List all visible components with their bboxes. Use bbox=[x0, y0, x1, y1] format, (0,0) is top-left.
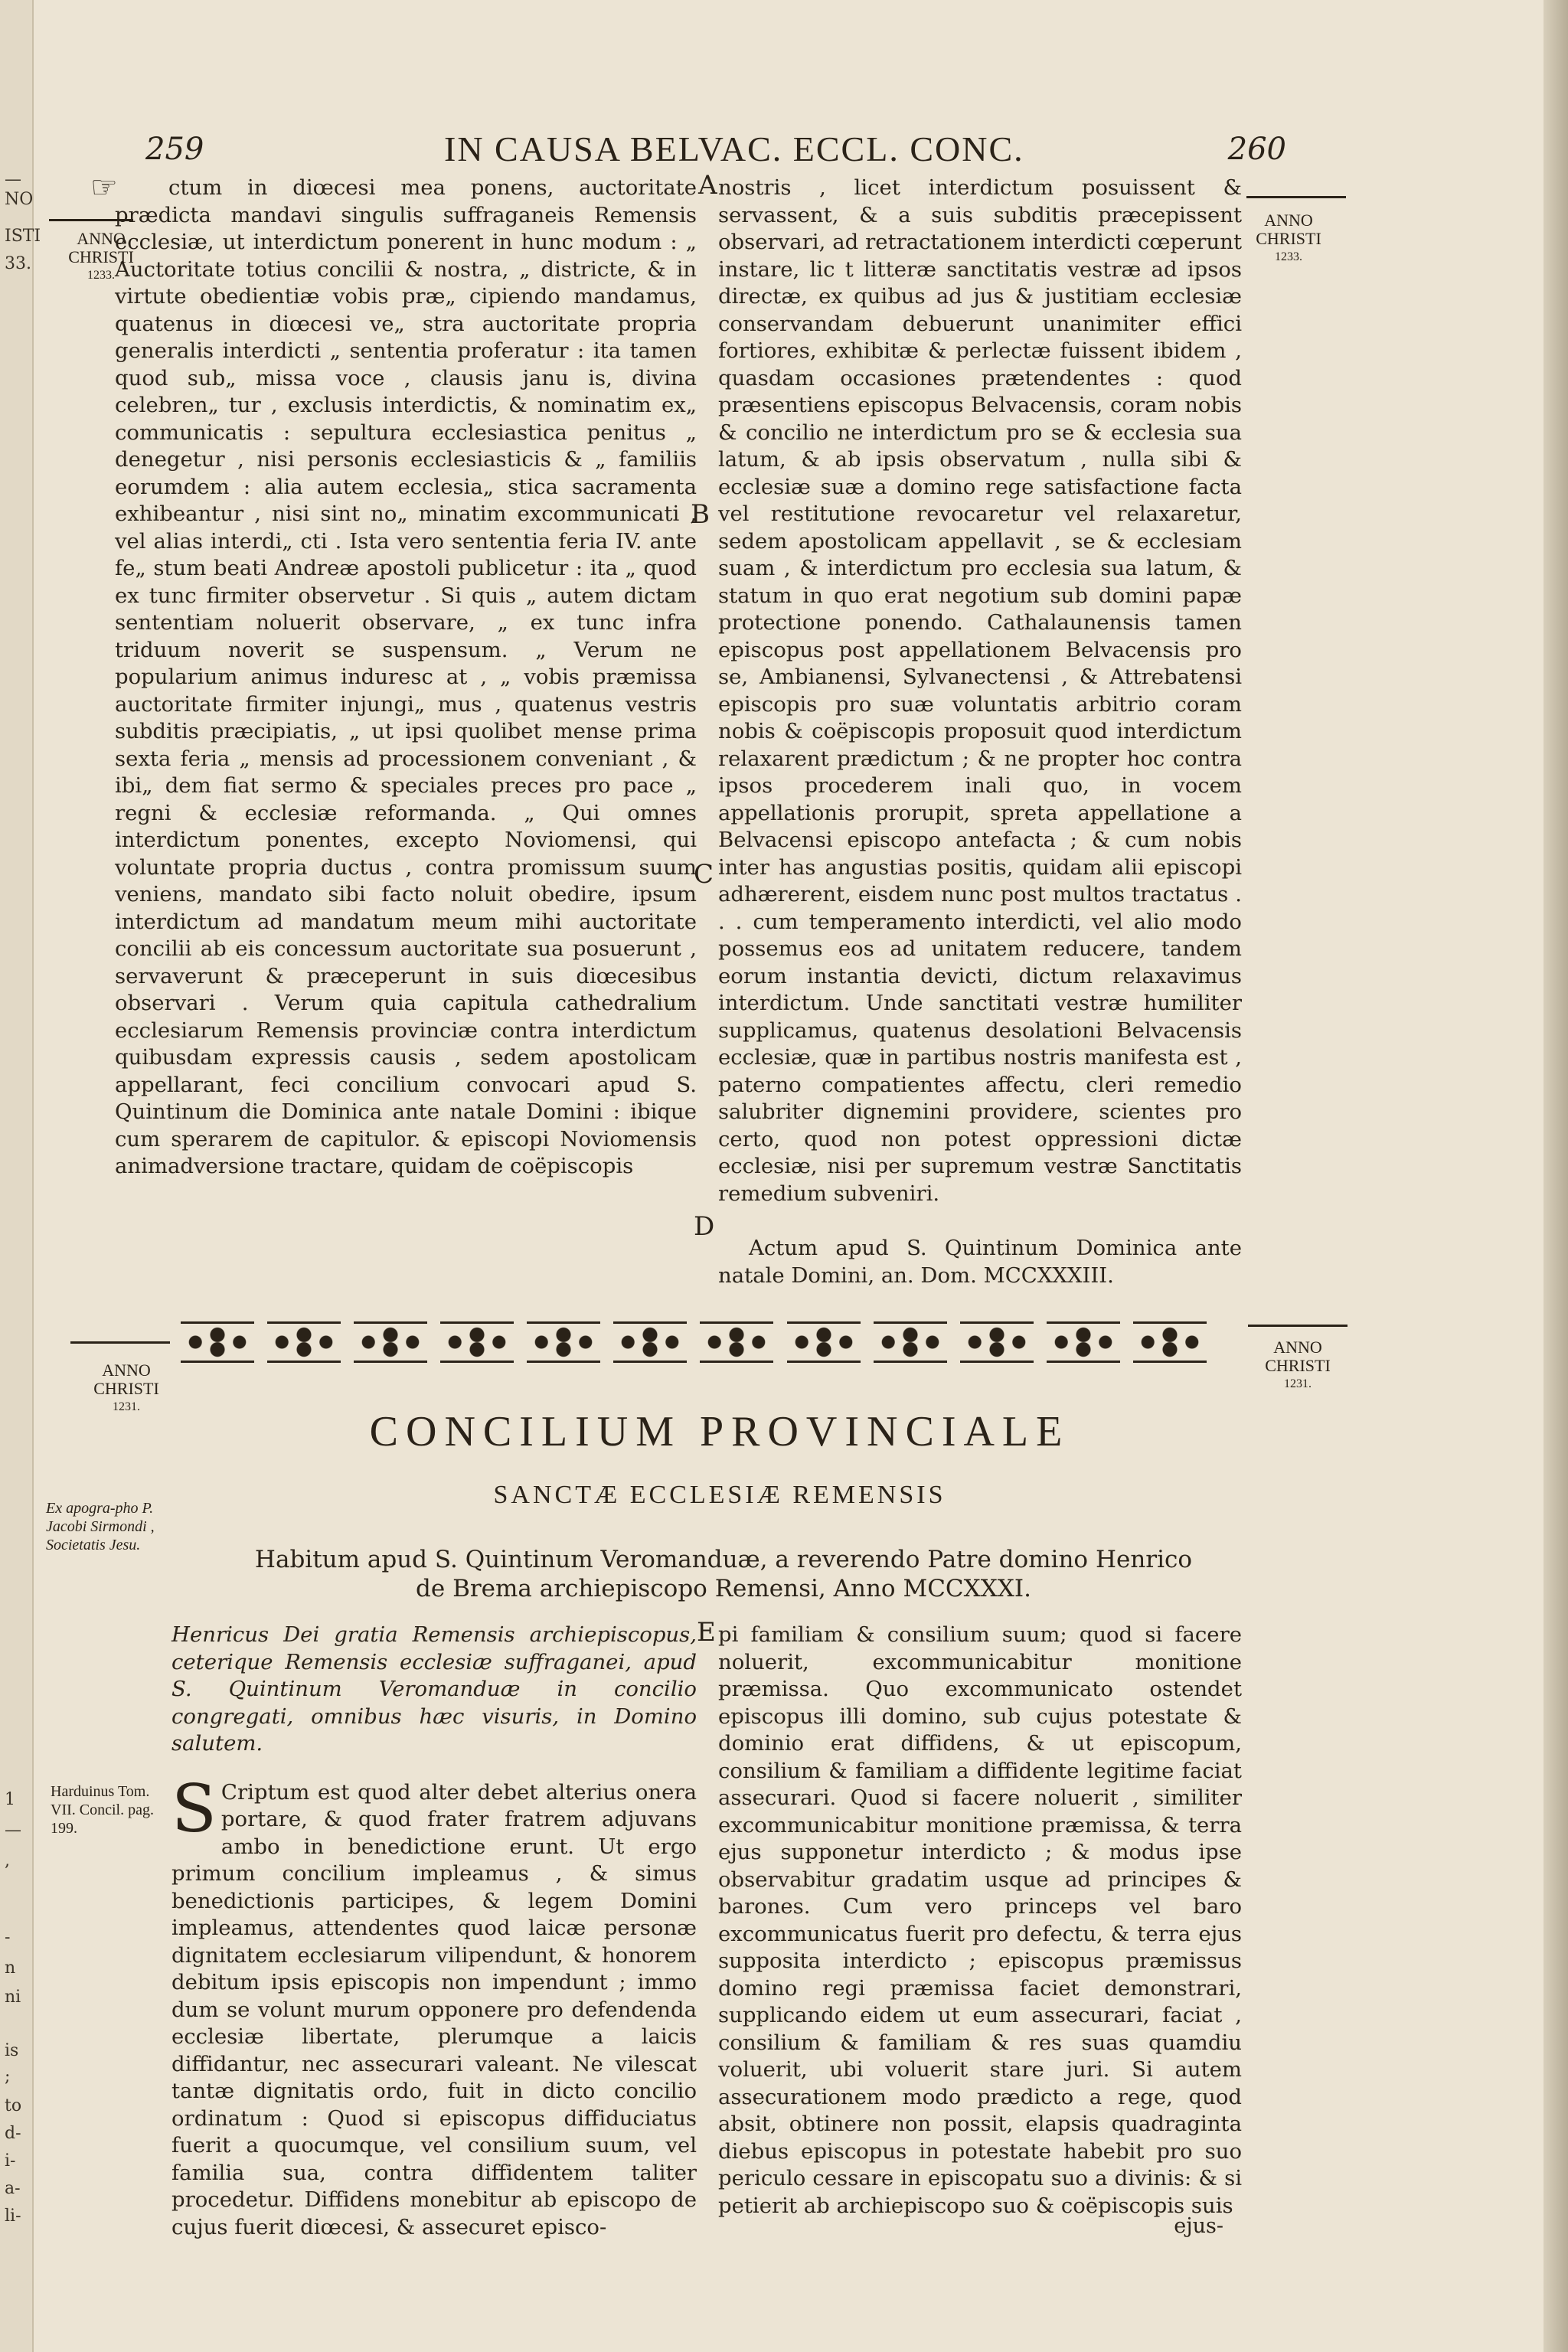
fleuron-ornament-icon bbox=[354, 1321, 427, 1363]
drop-cap: S bbox=[172, 1770, 217, 1847]
prev-fragment: 33. bbox=[5, 254, 31, 273]
year-label: 1231. bbox=[113, 1400, 140, 1413]
prev-fragment: — bbox=[5, 1821, 21, 1840]
anno-note-left-lower bbox=[77, 1361, 176, 1416]
concilium-title: CONCILIUM PROVINCIALE bbox=[369, 1408, 1070, 1455]
previous-page-edge bbox=[0, 0, 41, 2352]
prev-fragment: n bbox=[5, 1958, 16, 1978]
habitum-line: Habitum apud S. Quintinum Veromanduæ, a reverendo Patre domino Henrico de Brema archiepiscopo Remensi, Anno MCCXXXI. bbox=[254, 1546, 1193, 1602]
fleuron-ornament-icon bbox=[1047, 1321, 1120, 1363]
fleuron-ornament-icon bbox=[787, 1321, 861, 1363]
anno-label: ANNO bbox=[102, 1361, 151, 1380]
catchword: ejus- bbox=[1174, 2214, 1223, 2238]
fleuron-ornament-row bbox=[181, 1315, 1207, 1369]
fleuron-ornament-icon bbox=[613, 1321, 687, 1363]
fleuron-ornament-icon bbox=[960, 1321, 1034, 1363]
fleuron-ornament-icon bbox=[267, 1321, 341, 1363]
intro-italic: Henricus Dei gratia Remensis archiepiscopus, ceterique Remensis ecclesiæ suffraganei, apud S. Quintinum Veromanduæ in concilio congregati, omnibus hæc visuris, in Domino salutem. bbox=[172, 1622, 697, 1756]
prev-fragment: d- bbox=[5, 2124, 21, 2143]
christi-label: CHRISTI bbox=[1256, 229, 1321, 248]
lower-left-body bbox=[172, 1770, 697, 2242]
section-marker-c: C bbox=[694, 859, 714, 890]
year-label: 1233. bbox=[1275, 250, 1302, 263]
prev-fragment: ISTI bbox=[5, 227, 41, 246]
lower-right-text: pi familiam & consilium suum; quod si facere noluerit, excommunicabitur monitione præmissa. Quo excommunicato ostendet episcopus illi domino, sub cujus potestate & dominio erat diffidens, & ut episcopum, consilium & familiam a diffidente legitime faciat assecurari. Quod si facere noluerit , similiter excommunicabitur monitione præmissa, & terra ejus supponetur interdicto ; & modus ipse observabitur gradatim usque ad principes & barones. Cum vero princeps vel baro excommunicatus fuerit pro defectu, & terra ejus supposita interdicto ; episcopus præmissus domino regi præmissa faciet demonstrari, supplicando eidem ut eum assecurari, faciat , consilium & familiam & res suas quamdiu voluerit, ubi voluerit stare juri. Si autem assecurationem modo prædicto a rege, quod absit, obtinere non possit, elapsis quadraginta diebus episcopus in potestate habebit pro suo periculo cessare in episcopatu suo a divinis: & si petierit ab archiepiscopo suo & coëpiscopis suis bbox=[718, 1622, 1242, 2218]
christi-label: CHRISTI bbox=[93, 1379, 159, 1398]
running-title: IN CAUSA BELVAC. ECCL. CONC. bbox=[444, 129, 1024, 168]
fleuron-ornament-icon bbox=[527, 1321, 600, 1363]
prev-fragment: is bbox=[5, 2041, 19, 2060]
upper-left-text: ctum in diœcesi mea ponens, auctoritate prædicta mandavi singulis suffraganeis Remensis ecclesiæ, ut interdictum ponerent in hunc modum : „ Auctoritate totius concilii & nostra, „ districte, & in virtute obedientiæ vobis præ„ cipiendo mandamus, quatenus in diœcesi ve„ stra auctoritate propria generalis interdicti „ sententia proferatur : ita tamen quod sub„ missa voce , clausis janu is, divina celebren„ tur , exclusis interdictis, & nominatim ex„ communicatis : sepultura ecclesiastica penitus „ denegetur , nisi personis ecclesiasticis & „ familiis eorumdem : alia autem ecclesia„ stica sacramenta exhibeantur , nisi sint no„ minatim excommunicati , vel alias interdi„ cti . Ista vero sententia feria IV. ante fe„ stum beati Andreæ apostoli publicetur : ita „ quod ex tunc firmiter observetur . Si quis „ autem dictam sententiam noluerit observare, „ ex tunc infra triduum noverit se suspensum. „ Verum ne popularium animus induresc at , „ vobis præmissa auctoritate firmiter injungi„ mus , quatenus vestris subditis præcipiatis, „ ut ipsi quolibet mense prima sexta feria „ mensis ad processionem conveniant , & ibi„ dem fiat sermo & speciales preces pro pace „ regni & ecclesiæ reformanda. „ Qui omnes interdictum ponentes, excepto Noviomensi, qui voluntate propria ductus , contra promissum suum veniens, mandato sibi facto noluit obedire, ipsum interdictum ad mandatum meum mihi auctoritate concilii ab eis concessum auctoritate sua posuerunt , servaverunt & præceperunt in suis diœcesibus observari . Verum quia capitula cathedralium ecclesiarum Remensis provinciæ contra interdictum quibusdam expressis causis , sedem apostolicam appellarant, feci concilium convocari apud S. Quintinum die Dominica ante natale Domini : ibique cum sperarem de capitulor. & episcopi Noviomensis animadversione tractare, quidam de coëpiscopis bbox=[115, 175, 697, 1178]
prev-fragment: — bbox=[5, 170, 21, 189]
lower-left-column bbox=[172, 1622, 697, 2241]
fleuron-ornament-icon bbox=[181, 1321, 254, 1363]
right-page-number: 260 bbox=[1227, 132, 1286, 167]
section-marker-e: E bbox=[697, 1617, 716, 1648]
prev-fragment: , bbox=[5, 1851, 10, 1870]
anno-note-right-lower bbox=[1248, 1338, 1348, 1393]
prev-fragment: a- bbox=[5, 2179, 21, 2198]
anno-label: ANNO bbox=[1273, 1338, 1322, 1357]
prev-fragment: - bbox=[5, 1928, 11, 1947]
anno-note-right-upper bbox=[1239, 211, 1338, 266]
margin-rule-right-lower bbox=[1248, 1325, 1348, 1327]
prev-fragment: ni bbox=[5, 1988, 21, 2007]
christi-label: CHRISTI bbox=[68, 247, 134, 266]
left-page-number: 259 bbox=[145, 132, 204, 167]
lower-right-column bbox=[718, 1622, 1242, 2220]
margin-rule-right bbox=[1246, 196, 1346, 198]
anno-label: ANNO bbox=[77, 229, 126, 248]
anno-label: ANNO bbox=[1264, 211, 1313, 230]
page-fold bbox=[1544, 0, 1568, 2352]
pointing-hand-icon: ☞ bbox=[90, 170, 118, 205]
prev-fragment: NO bbox=[5, 190, 34, 209]
prev-fragment: 1 bbox=[5, 1790, 15, 1809]
fleuron-ornament-icon bbox=[874, 1321, 947, 1363]
prev-fragment: i- bbox=[5, 2151, 16, 2171]
year-label: 1233. bbox=[87, 269, 115, 282]
upper-right-text: nostris , licet interdictum posuissent & servassent, & a suis subditis præcepissent observari, ad retractationem interdicti cœperunt instare, lic t litteræ sanctitatis vestræ ad ipsos directæ, ex quibus ad jus & justitiam ecclesiæ conservandam debuerunt unanimiter effici fortiores, exhibitæ & perlectæ fuissent ibidem , quasdam occasiones prætendentes : quod præsentiens episcopus Belvacensis, coram nobis & concilio ne interdictum pro se & ecclesia sua latum, & ab ipsis observatum , nulla sibi & ecclesiæ suæ a domino rege satisfactione facta vel restitutione revocaretur vel relaxaretur, sedem apostolicam appellavit , se & ecclesiam suam , & interdictum pro ecclesia sua latum, & statum in quo erat negotium sub domini papæ protectione ponendo. Cathalaunensis tamen episcopus post appellationem Belvacensis pro se, Ambianensi, Sylvanectensi , & Attrebatensi episcopis pro suæ voluntatis arbitrio coram nobis & coëpiscopis proposuit quod interdictum relaxarent prædictum ; & ne propter hoc contra ipsos procederem inali quo, in vocem appellationis prorupit, spreta appellatione a Belvacensi episcopo antefacta ; & cum nobis inter has angustias positis, quidam alii episcopi adhærerent, eisdem nunc post multos tractatus . . . cum temperamento interdicti, vel alio modo possemus eos ad unitatem reducere, tandem eorum instantia devicti, dictum relaxavimus interdictum. Unde sanctitati vestræ humiliter supplicamus, quatenus desolationi Belvacensis ecclesiæ, quæ in partibus nostris manifesta est , paterno compatientes affectu, cleri remedio salubriter dignemini providere, scientes pro certo, quod non potest oppressioni dictæ ecclesiæ, nisi per supremum vestræ Sanctitatis remedium subveniri. bbox=[718, 175, 1242, 1206]
year-label: 1231. bbox=[1284, 1377, 1312, 1390]
upper-right-column bbox=[718, 175, 1242, 1289]
upper-left-column bbox=[115, 175, 697, 1181]
section-marker-d: D bbox=[694, 1211, 715, 1242]
lower-left-text: Criptum est quod alter debet alterius onera portare, & quod frater fratrem adjuvans ambo in benedictione erunt. Ut ergo primum concilium impleamus , & simus benedictionis participes, & legem Domini impleamus, attendentes quod laicæ personæ dignitatem ecclesiarum vilipendunt, & honorem debitum ipsis episcopis non impendunt ; immo dum se volunt murum opponere pro defendenda ecclesiæ libertate, plerumque a laicis diffidantur, nec assecurari valeant. Ne vilescat tantæ dignitatis ordo, fuit in dicto concilio ordinatum : Quod si episcopus diffiduciatus fuerit a quocumque, vel consilium suum, vel familia sua, contra diffidentem taliter procedetur. Diffidens monebitur ab episcopo de cujus fuerit diœcesi, & assecuret episco- bbox=[172, 1779, 697, 2239]
margin-rule-left-lower bbox=[70, 1341, 170, 1344]
source-note: Ex apogra-pho P. Jacobi Sirmondi , Societatis Jesu. bbox=[46, 1500, 155, 1553]
harduinus-note: Harduinus Tom. VII. Concil. pag. 199. bbox=[51, 1783, 154, 1837]
prev-fragment: ; bbox=[5, 2067, 11, 2086]
running-header bbox=[145, 129, 1286, 175]
fleuron-ornament-icon bbox=[1133, 1321, 1207, 1363]
fleuron-ornament-icon bbox=[700, 1321, 773, 1363]
fleuron-ornament-icon bbox=[440, 1321, 514, 1363]
actum-line: Actum apud S. Quintinum Dominica ante natale Domini, an. Dom. MCCXXXIII. bbox=[718, 1236, 1242, 1288]
section-marker-a: A bbox=[698, 170, 717, 201]
prev-fragment: li- bbox=[5, 2207, 21, 2226]
prev-fragment: to bbox=[5, 2096, 22, 2115]
section-marker-b: B bbox=[691, 499, 710, 530]
concilium-subtitle: SANCTÆ ECCLESIÆ REMENSIS bbox=[493, 1481, 946, 1509]
christi-label: CHRISTI bbox=[1265, 1356, 1331, 1375]
